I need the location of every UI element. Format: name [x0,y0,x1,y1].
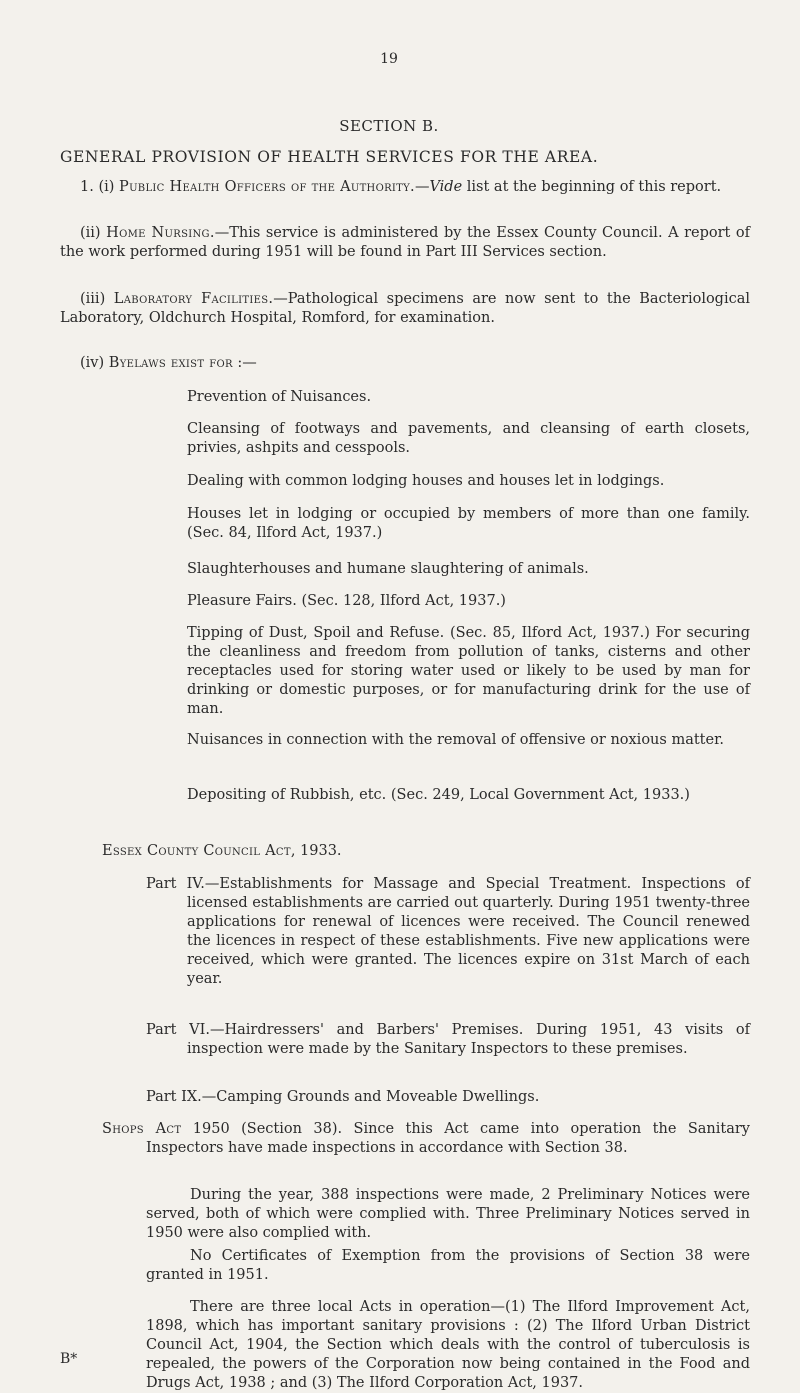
item-ii-paragraph [60,224,750,262]
item-ii-heading: Home Nursing. [106,225,215,241]
shops-paragraph-certificates: No Certificates of Exemption from the provisions of Section 38 were granted in 1951. [146,1248,750,1283]
essex-part-vi: Part VI.—Hairdressers' and Barbers' Premises. During 1951, 43 visits of inspection were made by the Sanitary Inspectors to these premises. [146,1022,750,1057]
byelaw-item: Slaughterhouses and humane slaughtering of animals. [187,561,589,577]
essex-act-title: Essex County Council Act [102,843,291,859]
item-iii-paragraph [60,290,750,328]
essex-act-heading [102,842,750,861]
page-title: GENERAL PROVISION OF HEALTH SERVICES FOR THE AREA. [60,148,599,166]
shops-paragraph-inspections: During the year, 388 inspections were made, 2 Preliminary Notices were served, both of which were complied with. Three Preliminary Notices served in 1950 were also complied with. [146,1187,750,1241]
item-iv-number: (iv) [80,355,109,371]
essex-act-year: , 1933. [290,843,342,859]
page-number: 19 [380,51,398,67]
signature-mark: B* [60,1351,78,1367]
byelaw-item: Dealing with common lodging houses and houses let in lodgings. [187,473,665,489]
essex-part-iv: Part IV.—Establishments for Massage and Special Treatment. Inspections of licensed establishments are carried out quarterly. During 1951 twenty-three applications for renewal of licences were received. The Council renewed the licences in respect of these establishments. Five new applications were received, which were granted. The licences expire on 31st March of each year. [146,876,750,987]
item-i-paragraph [60,178,750,197]
item-iii-heading: Laboratory Facilities. [113,291,274,307]
byelaw-item: Tipping of Dust, Spoil and Refuse. (Sec. 85, Ilford Act, 1937.) For securing the cleanliness and freedom from pollution of tanks, cisterns and other receptacles used for storing water used or likely to be used by man for drinking or domestic purposes, or for manufacturing drink for the use of man. [187,625,750,717]
item-iii-number: (iii) [80,291,114,307]
item-i-number: 1. (i) [80,179,120,195]
shops-act-heading: Shops Act [102,1121,182,1137]
byelaw-item: Houses let in lodging or occupied by members of more than one family. (Sec. 84, Ilford Act, 1937.) [187,506,750,541]
item-iv-heading: Byelaws exist for [108,355,233,371]
item-i-dash: — [414,179,430,195]
section-heading: SECTION B. [339,117,439,135]
item-i-vide: Vide [429,179,463,195]
shops-act-paragraph [102,1120,750,1158]
byelaw-item: Prevention of Nuisances. [187,389,372,405]
item-iv-text: :— [232,355,257,371]
byelaw-item: Cleansing of footways and pavements, and cleansing of earth closets, privies, ashpits and cesspools. [187,421,750,456]
item-i-text: list at the beginning of this report. [462,179,722,195]
byelaw-item: Nuisances in connection with the removal of offensive or noxious matter. [187,732,725,748]
item-iii-text: —Pathological specimens are now sent to the Bacteriological Laboratory, Oldchurch Hospital, Romford, for examination. [60,291,751,326]
item-iv-paragraph [60,354,750,373]
shops-act-text: 1950 (Section 38). Since this Act came into operation the Sanitary Inspectors have made inspections in accordance with Section 38. [146,1121,750,1156]
item-i-heading: Public Health Officers of the Authority. [119,179,415,195]
essex-part-ix: Part IX.—Camping Grounds and Moveable Dwellings. [146,1089,540,1105]
item-ii-number: (ii) [80,225,107,241]
local-acts-paragraph: There are three local Acts in operation—(1) The Ilford Improvement Act, 1898, which has important sanitary provisions : (2) The Ilford Urban District Council Act, 1904, the Section which deals with the control of tuberculosis is repealed, the powers of the Corporation now being contained in the Food and Drugs Act, 1938 ; and (3) The Ilford Corporation Act, 1937. [146,1299,750,1391]
byelaw-item: Pleasure Fairs. (Sec. 128, Ilford Act, 1937.) [187,593,506,609]
item-ii-text: —This service is administered by the Essex County Council. A report of the work performed during 1951 will be found in Part III Services section. [60,225,750,260]
byelaw-item: Depositing of Rubbish, etc. (Sec. 249, Local Government Act, 1933.) [187,787,690,803]
